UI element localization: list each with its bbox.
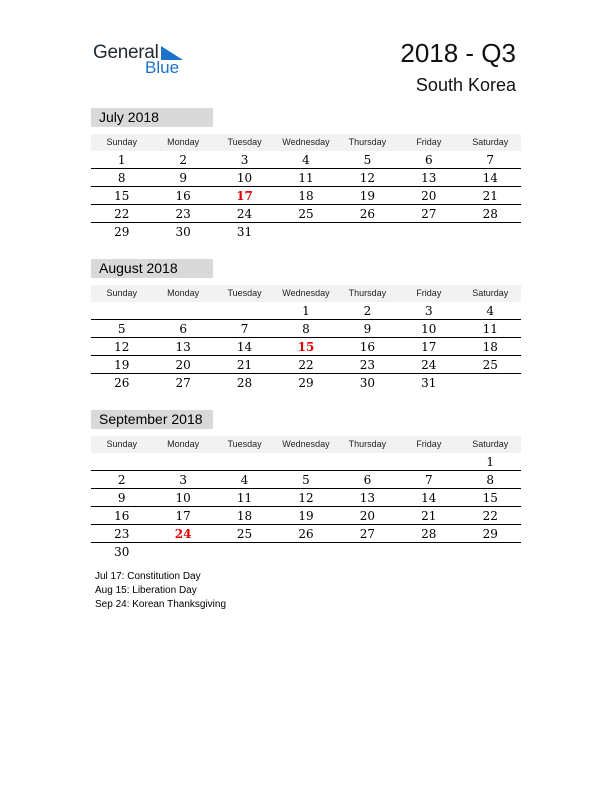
date-cell: 7 [240,322,249,336]
weekday-label: Saturday [472,439,509,449]
date-cell: 9 [179,171,187,185]
holiday-date-cell: 17 [236,189,253,203]
date-cell: 6 [425,153,433,167]
date-cell: 17 [175,509,191,523]
date-cell: 30 [359,376,376,390]
generalblue-logo [93,42,193,78]
date-cell [91,455,152,470]
weekday-label: Thursday [348,288,387,298]
week-row [91,545,521,561]
date-cell: 30 [175,225,191,239]
weekday-label: Saturday [472,288,509,298]
date-cell: 31 [236,225,253,239]
holiday-note: Sep 24: Korean Thanksgiving [95,599,227,610]
holiday-note: Jul 17: Constitution Day [95,571,201,582]
date-cell: 10 [236,171,253,185]
date-cell: 4 [302,153,310,167]
date-cell: 16 [114,509,130,523]
date-cell: 5 [302,473,310,487]
date-cell: 20 [421,189,437,203]
date-cell [337,455,398,470]
weekday-label: Monday [167,137,200,147]
date-cell: 19 [114,358,130,372]
holiday-date-cell: 15 [297,340,315,354]
date-cell: 29 [298,376,314,390]
week-row [91,189,521,205]
date-cell [152,545,213,561]
date-cell [460,376,521,392]
date-cell: 19 [298,509,314,523]
date-cell: 12 [114,340,130,354]
date-cell: 23 [359,358,376,372]
date-cell: 24 [421,358,437,372]
weekday-label: Thursday [348,137,387,147]
date-cell: 26 [114,376,130,390]
date-cell: 20 [175,358,191,372]
date-cell [460,225,521,241]
date-cell [214,545,275,561]
date-cell: 28 [236,376,253,390]
date-cell: 28 [482,207,498,221]
month-july [91,108,521,241]
date-cell: 8 [117,171,126,185]
date-cell: 15 [114,189,130,203]
weekday-label: Tuesday [227,137,262,147]
date-cell: 11 [482,322,498,336]
date-cell: 27 [421,207,437,221]
date-cell: 18 [482,340,498,354]
date-cell: 8 [486,473,495,487]
date-cell: 25 [236,527,253,541]
date-cell: 22 [482,509,498,523]
date-cell [275,455,336,470]
month-title: September 2018 [91,410,213,429]
date-cell: 7 [486,153,495,167]
country-name: South Korea [415,75,516,95]
weekday-label: Saturday [472,137,509,147]
weekday-label: Thursday [348,439,387,449]
date-cell: 6 [363,473,372,487]
weekday-header-row [91,134,521,151]
date-cell [337,545,398,561]
holiday-note: Aug 15: Liberation Day [95,585,197,596]
weekday-label: Friday [416,137,442,147]
holiday-date-cell: 24 [174,527,192,541]
date-cell: 16 [359,340,376,354]
date-cell: 28 [421,527,437,541]
date-cell [398,545,459,561]
date-cell [275,545,336,561]
week-row [91,376,521,392]
date-cell: 12 [359,171,376,185]
date-cell: 14 [236,340,253,354]
date-cell: 1 [117,153,126,167]
week-row [91,509,521,525]
date-cell: 17 [421,340,437,354]
date-cell: 18 [236,509,253,523]
date-cell: 22 [298,358,314,372]
date-cell: 7 [425,473,433,487]
date-cell: 18 [298,189,314,203]
weekday-label: Friday [416,288,442,298]
weekday-label: Tuesday [227,288,262,298]
date-cell: 19 [359,189,376,203]
date-cell: 5 [117,322,126,336]
date-cell [398,455,459,470]
week-row [91,527,521,543]
date-cell: 11 [236,491,253,505]
date-cell: 4 [240,473,249,487]
date-cell: 31 [421,376,437,390]
date-cell: 9 [117,491,126,505]
date-cell: 30 [114,545,130,559]
week-row [91,171,521,187]
date-cell [91,304,152,319]
date-cell: 24 [236,207,253,221]
date-cell: 16 [175,189,191,203]
date-cell: 14 [482,171,498,185]
date-cell: 21 [236,358,253,372]
date-cell: 3 [179,473,187,487]
weekday-label: Monday [167,439,200,449]
weekday-label: Tuesday [227,439,262,449]
month-title: July 2018 [91,108,213,127]
date-cell: 21 [482,189,498,203]
weekday-label: Sunday [106,288,137,298]
weekday-label: Monday [167,288,200,298]
date-cell: 4 [486,304,495,318]
weekday-header-row [91,436,521,453]
weekday-label: Wednesday [282,288,330,298]
holiday-notes [95,570,226,612]
date-cell: 11 [298,171,314,185]
date-cell: 25 [298,207,314,221]
date-cell: 3 [240,153,249,167]
date-cell: 23 [175,207,191,221]
date-cell: 6 [179,322,187,336]
date-cell [214,455,275,470]
date-cell: 27 [359,527,376,541]
date-cell: 22 [114,207,130,221]
month-title: August 2018 [91,259,213,278]
week-row [91,340,521,356]
page-title: 2018 - Q3 [400,38,516,68]
month-august [91,259,521,392]
date-cell: 15 [482,491,498,505]
week-row [91,455,521,471]
date-cell: 8 [302,322,310,336]
date-cell: 1 [486,455,495,469]
logo-blue-text: Blue [145,58,180,77]
logo-general-text: General [93,42,159,63]
date-cell: 5 [363,153,372,167]
week-row [91,304,521,320]
date-cell: 26 [298,527,314,541]
date-cell [398,225,459,241]
date-cell: 13 [175,340,191,354]
date-cell: 26 [359,207,376,221]
month-september [91,410,521,561]
week-row [91,491,521,507]
week-row [91,207,521,223]
date-cell [460,545,521,561]
date-cell: 3 [425,304,433,318]
date-cell: 20 [359,509,376,523]
weekday-label: Wednesday [282,137,330,147]
weekday-label: Sunday [106,439,137,449]
date-cell: 27 [175,376,191,390]
date-cell: 29 [114,225,130,239]
week-row [91,225,521,241]
date-cell: 29 [482,527,498,541]
date-cell: 13 [359,491,376,505]
date-cell [337,225,398,241]
weekday-label: Sunday [106,137,137,147]
date-cell [152,304,213,319]
date-cell: 2 [363,304,372,318]
date-cell: 23 [114,527,130,541]
weekday-label: Friday [416,439,442,449]
date-cell: 12 [298,491,314,505]
date-cell [152,455,213,470]
date-cell: 25 [482,358,498,372]
date-cell [214,304,275,319]
date-cell: 10 [421,322,437,336]
week-row [91,473,521,489]
date-cell: 9 [363,322,372,336]
weekday-header-row [91,285,521,302]
date-cell: 14 [421,491,437,505]
date-cell: 2 [117,473,126,487]
date-cell: 13 [421,171,437,185]
date-cell: 21 [421,509,437,523]
week-row [91,153,521,169]
date-cell: 1 [302,304,310,318]
date-cell: 10 [175,491,191,505]
week-row [91,358,521,374]
week-row [91,322,521,338]
date-cell [275,225,336,241]
weekday-label: Wednesday [282,439,330,449]
date-cell: 2 [179,153,187,167]
